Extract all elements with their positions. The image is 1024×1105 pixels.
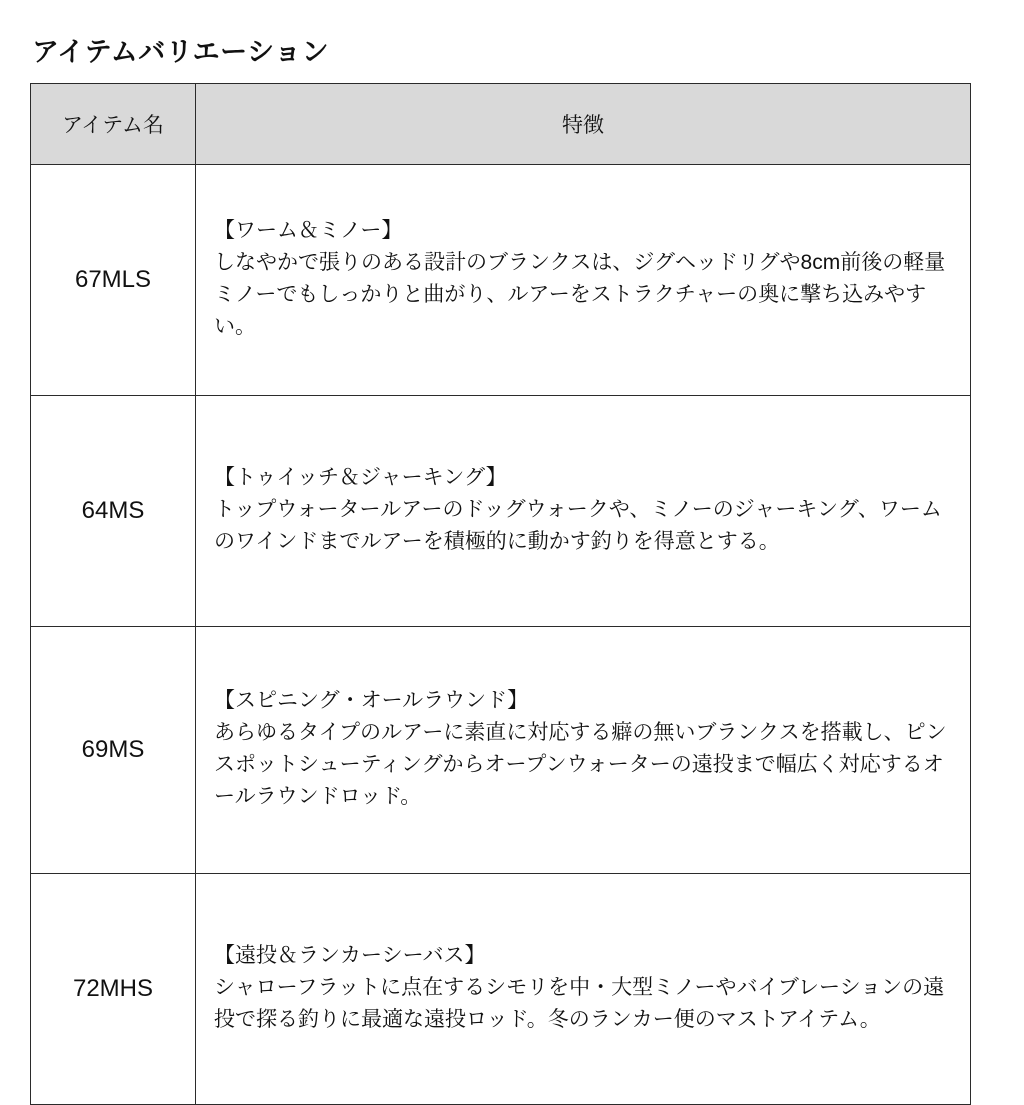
- feature-description: シャローフラットに点在するシモリを中・大型ミノーやバイブレーションの遠投で探る釣りに最適な遠投ロッド。冬のランカー便のマストアイテム。: [214, 976, 945, 1031]
- column-header-item-name: アイテム名: [31, 84, 196, 165]
- feature-description: トップウォータールアーのドッグウォークや、ミノーのジャーキング、ワームのワインドまでルアーを積極的に動かす釣りを得意とする。: [214, 498, 942, 553]
- column-header-feature: 特徴: [196, 84, 971, 165]
- feature-heading: 【遠投＆ランカーシーバス】: [214, 944, 486, 968]
- table-header: [31, 84, 971, 165]
- feature-description: しなやかで張りのある設計のブランクスは、ジグヘッドリグや8cm前後の軽量ミノーでもしっかりと曲がり、ルアーをストラクチャーの奥に撃ち込みやすい。: [214, 251, 946, 338]
- cell-feature: [196, 165, 971, 396]
- cell-item-name: 64MS: [31, 396, 196, 627]
- cell-item-name: 69MS: [31, 627, 196, 874]
- table-row: [31, 627, 971, 874]
- cell-item-name: 72MHS: [31, 874, 196, 1105]
- feature-heading: 【トゥイッチ＆ジャーキング】: [214, 466, 507, 490]
- table-header-row: [31, 84, 971, 165]
- table-body: [31, 165, 971, 1105]
- page-title: アイテムバリエーション: [32, 37, 330, 67]
- table-row: [31, 165, 971, 396]
- table-row: [31, 874, 971, 1105]
- table-row: [31, 396, 971, 627]
- feature-heading: 【ワーム＆ミノー】: [214, 219, 403, 243]
- cell-item-name: 67MLS: [31, 165, 196, 396]
- cell-feature: [196, 627, 971, 874]
- feature-heading: 【スピニング・オールラウンド】: [214, 689, 529, 713]
- feature-description: あらゆるタイプのルアーに素直に対応する癖の無いブランクスを搭載し、ピンスポットシューティングからオープンウォーターの遠投まで幅広く対応するオールラウンドロッド。: [214, 721, 947, 808]
- cell-feature: [196, 874, 971, 1105]
- item-variation-table: [30, 83, 971, 1105]
- cell-feature: [196, 396, 971, 627]
